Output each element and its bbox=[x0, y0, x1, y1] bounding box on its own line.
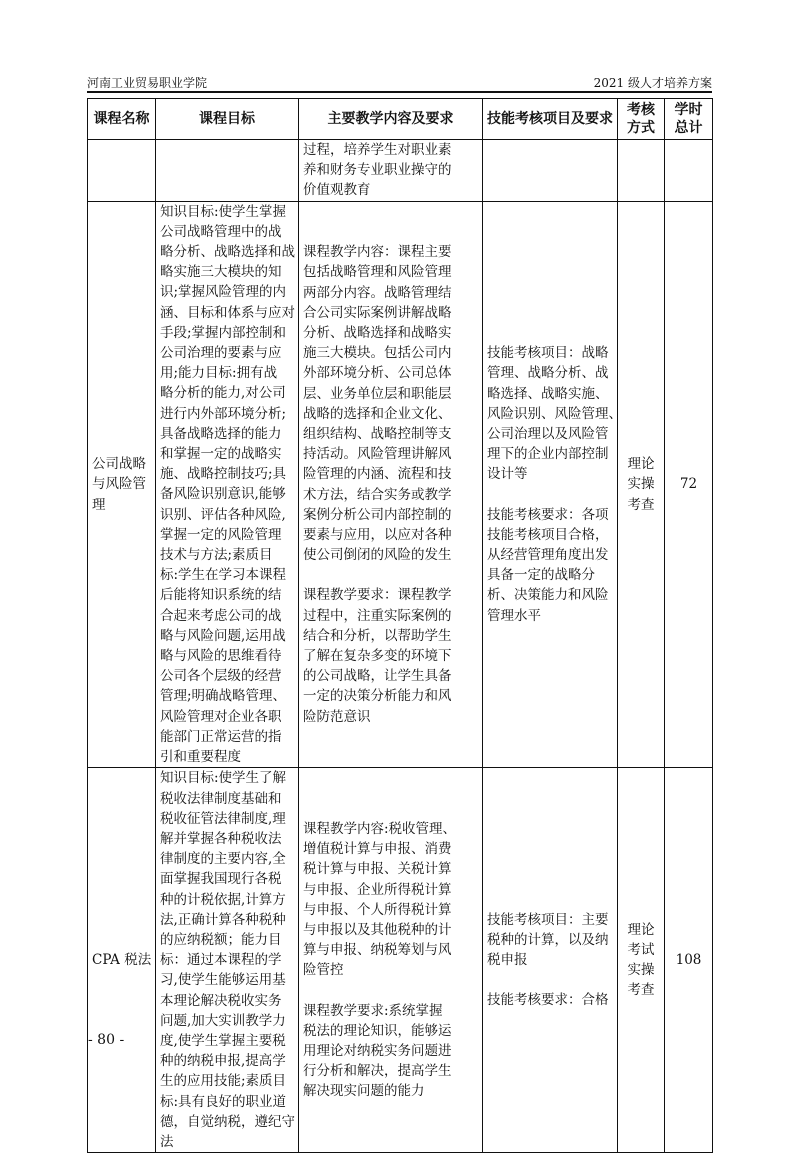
cell-text-line: 法,正确计算各种税种 bbox=[160, 911, 286, 928]
cell-text-line: 技能考核要求：各项 bbox=[487, 506, 609, 523]
cell-text-line: 税法的理论知识，能够运 bbox=[303, 1022, 452, 1039]
cell-text-line: 险管控 bbox=[303, 962, 344, 979]
cell-course-name bbox=[88, 201, 156, 768]
cell-text-line: 增值税计算与申报、消费 bbox=[303, 841, 452, 858]
column-header-assessment-method bbox=[618, 99, 665, 140]
cell-text-line: 险管理的内涵、流程和技 bbox=[303, 466, 452, 483]
running-header bbox=[87, 74, 712, 88]
cell-text-line: 税收征管法律制度,理 bbox=[160, 810, 286, 827]
cell-text-line: 习,使学生能够运用基 bbox=[160, 972, 286, 989]
column-header-text: 考核方式 bbox=[627, 102, 655, 136]
cell-text-line: 度,使学生掌握主要税 bbox=[160, 1032, 286, 1049]
cell-text-line: 结合和分析，以帮助学生 bbox=[303, 627, 452, 644]
cell-skill-assessment bbox=[483, 201, 622, 768]
cell-text-line: 风险管理对企业各职 bbox=[160, 708, 282, 725]
cell-text-line: 算与申报、纳税筹划与风 bbox=[303, 942, 452, 959]
column-header-skill-assessment bbox=[483, 99, 618, 140]
cell-text-line: 层、业务单位层和职能层 bbox=[303, 385, 452, 402]
cell-text-line: 与申报、个人所得税计算 bbox=[303, 901, 452, 918]
cell-text-line: 公司战略管理中的战 bbox=[160, 223, 282, 240]
cell-text-line: 公司治理的要素与应 bbox=[160, 345, 282, 362]
cell-text-line: 外部环境分析、公司总体 bbox=[303, 365, 452, 382]
cell-text-line: 包括战略管理和风险管理 bbox=[303, 264, 452, 281]
cell-text-line: 案例分析公司内部控制的 bbox=[303, 506, 452, 523]
cell-paragraph bbox=[622, 920, 660, 1001]
cell-paragraph bbox=[303, 140, 478, 201]
cell-paragraph bbox=[303, 585, 478, 726]
cell-text-line: 标:学生在学习本课程 bbox=[160, 567, 287, 584]
cell-text-line: 标:具有良好的职业道 bbox=[160, 1093, 287, 1110]
cell-text-line: 解并掌握各种税收法 bbox=[160, 830, 282, 847]
cell-text-line: 管理水平 bbox=[487, 607, 541, 624]
cell-text-line: 技术与方法;素质目 bbox=[160, 547, 273, 564]
column-header-text: 技能考核项目及要求 bbox=[487, 111, 613, 127]
cell-teaching-content bbox=[299, 201, 483, 768]
cell-text-line: 理论 bbox=[627, 456, 655, 473]
cell-skill-assessment bbox=[483, 768, 618, 1153]
cell-text-line: 种的纳税申报,提高学 bbox=[160, 1053, 286, 1070]
cell-course-goal bbox=[156, 201, 299, 768]
cell-text-line: 法 bbox=[160, 1133, 174, 1150]
cell-text-line: 和掌握一定的战略实 bbox=[160, 446, 282, 463]
cell-assessment-method bbox=[618, 140, 665, 202]
table-header-row bbox=[88, 99, 713, 140]
cell-paragraph bbox=[303, 242, 478, 565]
cell-paragraph bbox=[303, 1001, 478, 1102]
cell-text-line: 考查 bbox=[627, 982, 655, 999]
cell-text-line: 课程教学要求：课程教学 bbox=[303, 587, 452, 604]
cell-text-line: 解决现实问题的能力 bbox=[303, 1083, 425, 1100]
cell-text-line: 风险识别、风险管理、 bbox=[487, 405, 622, 422]
cell-text-line: 掌握一定的风险管理 bbox=[160, 526, 282, 543]
cell-total-hours: 72 bbox=[665, 201, 713, 768]
cell-text-line: 设计等 bbox=[487, 466, 528, 483]
cell-text-line: 技能考核项目：战略 bbox=[487, 345, 609, 362]
cell-text-line: 用;能力目标:拥有战 bbox=[160, 365, 278, 382]
cell-text-line: 险防范意识 bbox=[303, 708, 371, 725]
cell-text-line: 德，自觉纳税，遵纪守 bbox=[160, 1113, 295, 1130]
cell-text-line: 公司战略 bbox=[92, 456, 146, 473]
cell-text-line: 引和重要程度 bbox=[160, 749, 241, 766]
cell-course-goal bbox=[156, 768, 299, 1153]
cell-paragraph bbox=[487, 910, 613, 971]
header-doc-title: 2021 级人才培养方案 bbox=[593, 76, 712, 90]
cell-text-line: 考查 bbox=[627, 496, 655, 513]
cell-text-line: 略与风险问题,运用战 bbox=[160, 627, 286, 644]
cell-assessment-method bbox=[618, 768, 665, 1153]
cell-text-line: 与申报以及其他税种的计 bbox=[303, 921, 452, 938]
column-header-text: 学时总计 bbox=[674, 102, 703, 136]
cell-text-line: 面掌握我国现行各税 bbox=[160, 871, 282, 888]
cell-text-line: 从经营管理角度出发 bbox=[487, 546, 609, 563]
cell-teaching-content bbox=[299, 140, 483, 202]
cell-text-line: 手段;掌握内部控制和 bbox=[160, 324, 287, 341]
cell-text-line: 养和财务专业职业操守的 bbox=[303, 162, 452, 179]
cell-paragraph bbox=[487, 505, 613, 626]
page-number: - 80 - bbox=[88, 1032, 125, 1048]
cell-text-line: 理论 bbox=[627, 921, 655, 938]
column-header-text: 课程目标 bbox=[199, 111, 255, 127]
cell-text-line: 一定的决策分析能力和风 bbox=[303, 688, 452, 705]
table-row bbox=[88, 140, 713, 202]
cell-text-line: 管理、战略分析、战 bbox=[487, 365, 609, 382]
cell-assessment-method bbox=[618, 201, 665, 768]
cell-text-line: 实操 bbox=[627, 476, 655, 493]
cell-text-line: 两部分内容。战略管理结 bbox=[303, 284, 452, 301]
cell-text-line: 标：通过本课程的学 bbox=[160, 952, 282, 969]
table-row bbox=[88, 201, 713, 768]
cell-text-line: 与申报、企业所得税计算 bbox=[303, 881, 452, 898]
cell-text-line: 进行内外部环境分析; bbox=[160, 405, 287, 422]
cell-text-line: 知识目标:使学生掌握 bbox=[160, 203, 287, 220]
cell-text-line: 与风险管 bbox=[92, 476, 146, 493]
column-header-text: 主要教学内容及要求 bbox=[327, 111, 454, 127]
cell-text-line: 用理论对纳税实务问题进 bbox=[303, 1042, 452, 1059]
cell-paragraph bbox=[92, 950, 151, 970]
cell-course-name bbox=[88, 768, 156, 1153]
cell-text-line: 过程，培养学生对职业素 bbox=[303, 142, 452, 158]
cell-paragraph bbox=[487, 990, 613, 1010]
cell-text-line: 识别、评估各种风险, bbox=[160, 506, 286, 523]
cell-text-line: 公司治理以及风险管 bbox=[487, 425, 609, 442]
cell-text-line: 税收法律制度基础和 bbox=[160, 790, 282, 807]
cell-text-line: 理下的企业内部控制 bbox=[487, 446, 609, 463]
table-row bbox=[88, 768, 713, 1153]
cell-text-line: 课程教学要求:系统掌握 bbox=[303, 1002, 443, 1019]
cell-text-line: 技能考核项目：主要 bbox=[487, 911, 609, 928]
cell-text-line: 使公司倒闭的风险的发生 bbox=[303, 547, 452, 564]
cell-text-line: 涵、目标和体系与应对 bbox=[160, 304, 295, 321]
cell-text-line: 持活动。风险管理讲解风 bbox=[303, 446, 452, 463]
cell-course-name bbox=[88, 140, 156, 202]
cell-text-line: 略选择、战略实施、 bbox=[487, 385, 609, 402]
column-header-text: 课程名称 bbox=[93, 111, 150, 127]
cell-text-line: 略分析的能力,对公司 bbox=[160, 385, 286, 402]
cell-text-line: 具备战略选择的能力 bbox=[160, 425, 282, 442]
cell-text-line: 律制度的主要内容,全 bbox=[160, 851, 286, 868]
cell-text-line: 税计算与申报、关税计算 bbox=[303, 861, 452, 878]
cell-text-line: 能部门正常运营的指 bbox=[160, 728, 282, 745]
cell-text-line: 施、战略控制技巧;具 bbox=[160, 466, 287, 483]
cell-skill-assessment bbox=[483, 140, 618, 202]
column-header-teaching-content bbox=[299, 99, 483, 140]
cell-text-line: CPA 税法 bbox=[92, 952, 152, 969]
cell-text-line: 合公司实际案例讲解战略 bbox=[303, 304, 452, 321]
cell-text-line: 要素与应用，以应对各种 bbox=[303, 526, 452, 543]
header-school-name: 河南工业贸易职业学院 bbox=[87, 76, 208, 90]
cell-text-line: 课程教学内容：课程主要 bbox=[303, 244, 452, 261]
cell-text-line: 术方法，结合实务或教学 bbox=[303, 486, 452, 503]
cell-paragraph bbox=[487, 343, 622, 484]
cell-text-line: 识;掌握风险管理的内 bbox=[160, 284, 287, 301]
header-rule bbox=[87, 91, 712, 93]
cell-text-line: 了解在复杂多变的环境下 bbox=[303, 647, 452, 664]
cell-text-line: 考试 bbox=[627, 942, 655, 959]
cell-text-line: 理 bbox=[92, 496, 106, 513]
cell-total-hours: 108 bbox=[665, 768, 713, 1153]
cell-text-line: 本理论解决税收实务 bbox=[160, 992, 282, 1009]
cell-text-line: 价值观教育 bbox=[303, 182, 371, 199]
cell-text-line: 略实施三大模块的知 bbox=[160, 264, 282, 281]
cell-text-line: 的应纳税额；能力目 bbox=[160, 931, 282, 948]
cell-text-line: 略与风险的思维看待 bbox=[160, 648, 282, 665]
cell-paragraph bbox=[92, 454, 151, 515]
cell-text-line: 组织结构、战略控制等支 bbox=[303, 425, 452, 442]
cell-paragraph bbox=[622, 454, 660, 515]
cell-text-line: 析、决策能力和风险 bbox=[487, 587, 609, 604]
cell-text-line: 后能将知识系统的结 bbox=[160, 587, 282, 604]
cell-paragraph bbox=[160, 202, 294, 768]
course-table bbox=[87, 98, 713, 1153]
cell-text-line: 过程中，注重实际案例的 bbox=[303, 607, 452, 624]
cell-paragraph bbox=[160, 768, 294, 1152]
cell-text-line: 施三大模块。包括公司内 bbox=[303, 345, 452, 362]
cell-text-line: 合起来考虑公司的战 bbox=[160, 607, 282, 624]
cell-text-line: 战略的选择和企业文化、 bbox=[303, 405, 452, 422]
cell-total-hours bbox=[665, 140, 713, 202]
cell-text-line: 知识目标:使学生了解 bbox=[160, 770, 287, 787]
cell-text-line: 分析、战略选择和战略实 bbox=[303, 324, 452, 341]
cell-text-line: 种的计税依据,计算方 bbox=[160, 891, 286, 908]
cell-text-line: 税种的计算，以及纳 bbox=[487, 932, 609, 949]
column-header-course-goal bbox=[156, 99, 299, 140]
cell-text-line: 技能考核项目合格， bbox=[487, 526, 609, 543]
cell-text-line: 问题,加大实训教学力 bbox=[160, 1012, 286, 1029]
cell-teaching-content bbox=[299, 768, 483, 1153]
cell-text-line: 生的应用技能;素质目 bbox=[160, 1073, 287, 1090]
column-header-total-hours bbox=[665, 99, 713, 140]
cell-course-goal bbox=[156, 140, 299, 202]
cell-text-line: 备风险识别意识,能够 bbox=[160, 486, 286, 503]
cell-text-line: 管理;明确战略管理、 bbox=[160, 688, 287, 705]
cell-text-line: 课程教学内容:税收管理、 bbox=[303, 820, 457, 837]
cell-text-line: 的公司战略，让学生具备 bbox=[303, 668, 452, 685]
cell-text-line: 技能考核要求：合格 bbox=[487, 992, 609, 1009]
cell-text-line: 实操 bbox=[627, 962, 655, 979]
cell-text-line: 略分析、战略选择和战 bbox=[160, 244, 295, 261]
column-header-course-name bbox=[88, 99, 156, 140]
cell-paragraph bbox=[303, 819, 478, 981]
cell-text-line: 具备一定的战略分 bbox=[487, 567, 595, 584]
cell-text-line: 行分析和解决，提高学生 bbox=[303, 1063, 452, 1080]
cell-text-line: 公司各个层级的经营 bbox=[160, 668, 282, 685]
cell-text-line: 税申报 bbox=[487, 952, 528, 969]
